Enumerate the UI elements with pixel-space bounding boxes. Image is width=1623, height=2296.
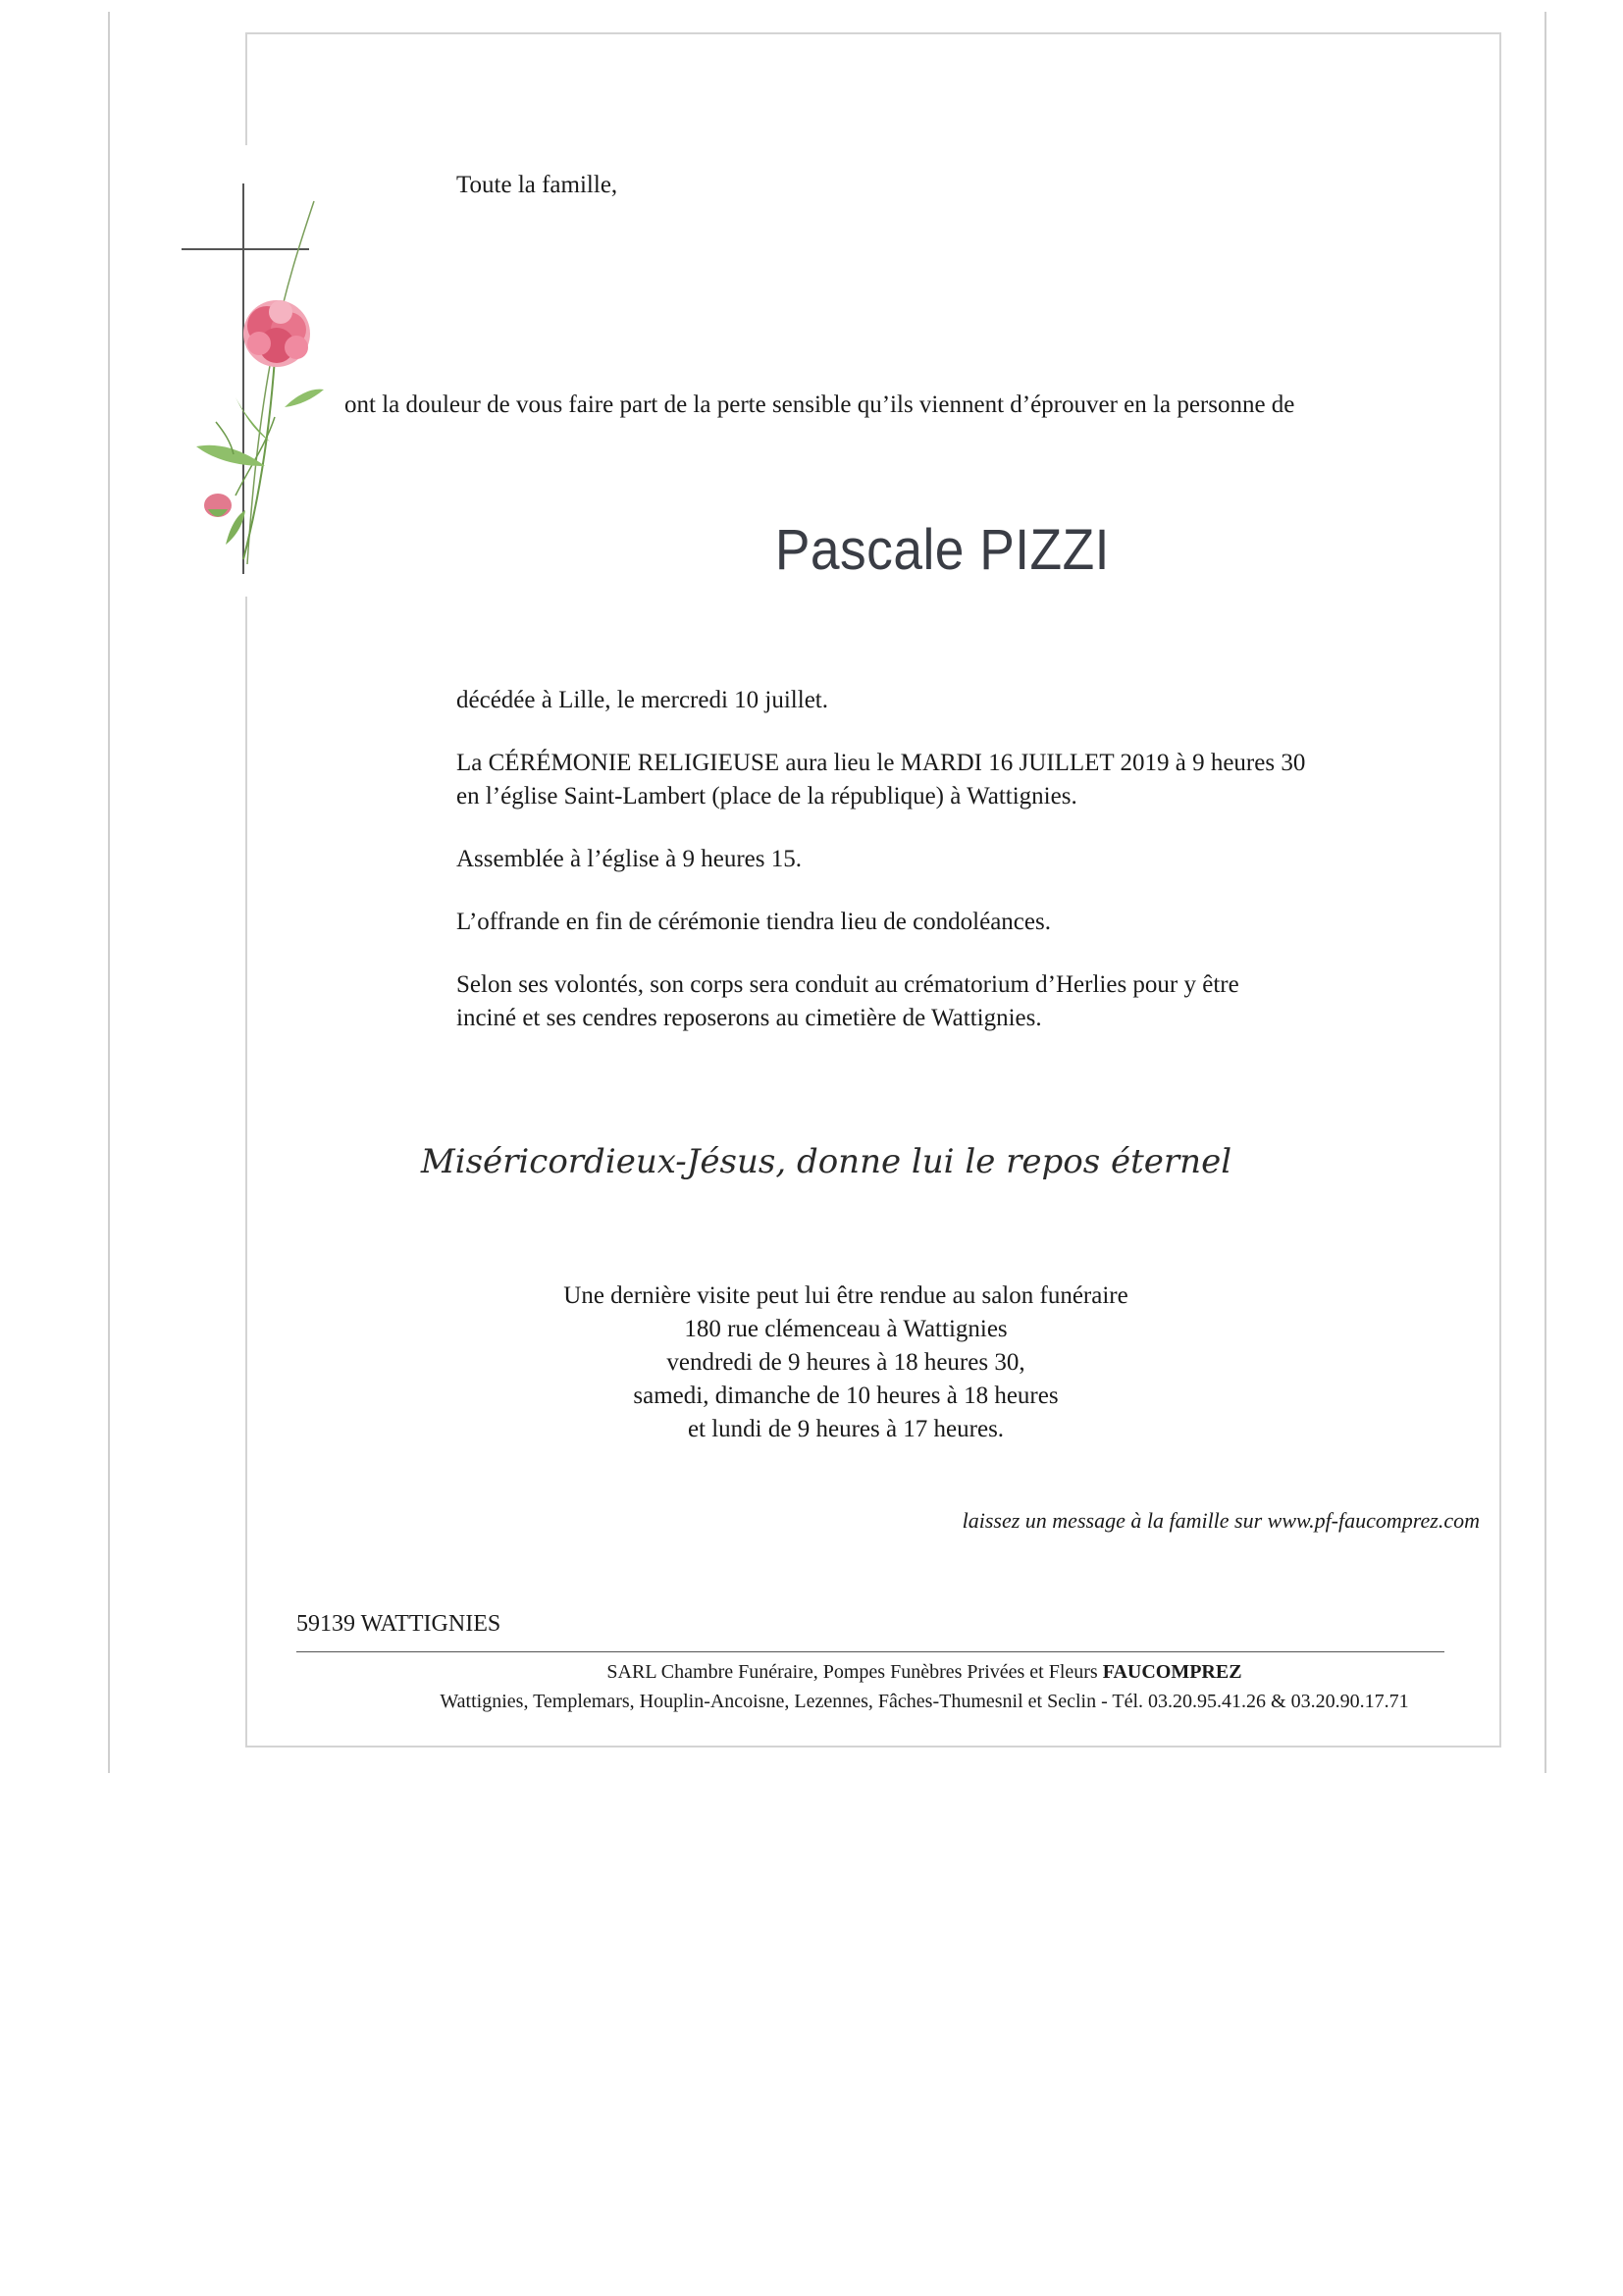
scan-edge-left [108,12,110,1773]
ceremony-details [456,684,1305,1065]
carnation-bud [204,494,232,517]
paragraph-line: Selon ses volontés, son corps sera conduit au crématorium d’Herlies pour y être [456,971,1239,998]
prayer-line: Miséricordieux-Jésus, donne lui le repos éternel [420,1142,1232,1181]
visit-info [0,1279,1623,1446]
carnation-flower [243,300,310,367]
footer-towns: Wattignies, Templemars, Houplin-Ancoisne, Lezennes, Fâches-Thumesnil et Seclin - Tél. 03.20.95.41.26 & 03.20.90.17.71 [440,1691,1409,1712]
visit-line: vendredi de 9 heures à 18 heures 30, [666,1349,1025,1376]
visit-line: et lundi de 9 heures à 17 heures. [687,1416,1005,1442]
visit-line: Une dernière visite peut lui être rendue au salon funéraire [563,1282,1128,1309]
footer-divider [296,1651,1444,1652]
footer-address: 59139 WATTIGNIES [296,1611,501,1637]
company-name: FAUCOMPREZ [1102,1661,1242,1683]
scan-edge-right [1544,12,1546,1773]
visit-line: samedi, dimanche de 10 heures à 18 heures [633,1383,1059,1409]
paragraph-wishes [456,968,1305,1035]
paragraph-death [456,684,1305,717]
paragraph-line: La CÉRÉMONIE RELIGIEUSE aura lieu le MARDI 16 JUILLET 2019 à 9 heures 30 [456,750,1306,776]
announcement-line: ont la douleur de vous faire part de la perte sensible qu’ils viennent d’éprouver en la personne de [344,391,1295,418]
deceased-name: Pascale PIZZI [774,518,1110,582]
paragraph-ceremony [456,747,1305,813]
paragraph-line: inciné et ses cendres reposerons au cimetière de Wattignies. [456,1005,1042,1031]
company-prefix: SARL Chambre Funéraire, Pompes Funèbres Privées et Fleurs [606,1661,1103,1683]
paragraph-line: L’offrande en fin de cérémonie tiendra lieu de condoléances. [456,909,1051,935]
condolence-message-link: laissez un message à la famille sur www.pf-faucomprez.com [962,1508,1480,1533]
footer-company [0,1658,1623,1686]
paragraph-line: en l’église Saint-Lambert (place de la république) à Wattignies. [456,783,1077,809]
paragraph-offering [456,906,1305,939]
paragraph-line: Assemblée à l’église à 9 heures 15. [456,846,802,872]
paragraph-line: décédée à Lille, le mercredi 10 juillet. [456,687,828,713]
visit-line: 180 rue clémenceau à Wattignies [684,1316,1008,1342]
intro-line: Toute la famille, [456,172,618,198]
paragraph-assembly [456,843,1305,876]
